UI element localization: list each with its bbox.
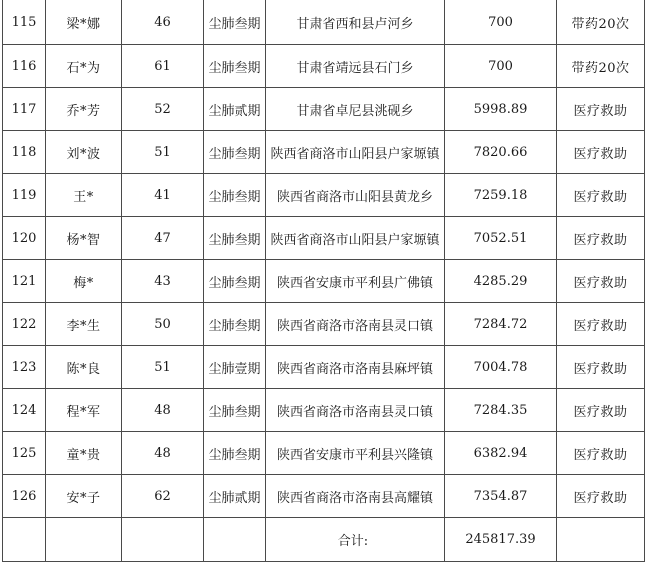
cell-note: 医疗救助 (557, 432, 645, 475)
cell-serial-number: 121 (3, 260, 46, 303)
total-empty-cell (122, 518, 204, 562)
cell-serial-number: 123 (3, 346, 46, 389)
table-row (3, 475, 645, 518)
cell-address: 甘肃省靖远县石门乡 (266, 45, 445, 88)
cell-address: 陕西省商洛市洛南县高耀镇 (266, 475, 445, 518)
cell-disease-stage: 尘肺叁期 (204, 174, 266, 217)
table-row (3, 0, 645, 45)
cell-serial-number: 118 (3, 131, 46, 174)
cell-name: 梁*娜 (46, 0, 122, 45)
cell-age: 47 (122, 217, 204, 260)
cell-name: 李*生 (46, 303, 122, 346)
total-amount: 245817.39 (465, 532, 536, 547)
cell-note: 医疗救助 (557, 475, 645, 518)
cell-address: 陕西省商洛市山阳县黄龙乡 (266, 174, 445, 217)
cell-note: 医疗救助 (557, 346, 645, 389)
cell-address: 甘肃省卓尼县洮砚乡 (266, 88, 445, 131)
cell-serial-number: 117 (3, 88, 46, 131)
cell-disease-stage: 尘肺叁期 (204, 303, 266, 346)
cell-note: 医疗救助 (557, 389, 645, 432)
cell-address: 陕西省商洛市洛南县灵口镇 (266, 303, 445, 346)
cell-amount: 700 (445, 0, 557, 45)
cell-age: 50 (122, 303, 204, 346)
cell-age: 43 (122, 260, 204, 303)
cell-amount: 7052.51 (445, 217, 557, 260)
cell-serial-number: 126 (3, 475, 46, 518)
cell-note: 医疗救助 (557, 217, 645, 260)
cell-age: 51 (122, 131, 204, 174)
table-row (3, 45, 645, 88)
total-empty-cell (557, 518, 645, 562)
total-empty-cell (3, 518, 46, 562)
cell-age: 52 (122, 88, 204, 131)
cell-serial-number: 116 (3, 45, 46, 88)
cell-disease-stage: 尘肺叁期 (204, 131, 266, 174)
cell-amount: 6382.94 (445, 432, 557, 475)
cell-note: 带药20次 (557, 0, 645, 45)
table-row (3, 174, 645, 217)
cell-serial-number: 124 (3, 389, 46, 432)
cell-age: 41 (122, 174, 204, 217)
cell-disease-stage: 尘肺叁期 (204, 260, 266, 303)
cell-address: 陕西省安康市平利县兴隆镇 (266, 432, 445, 475)
total-empty-cell (46, 518, 122, 562)
cell-age: 46 (122, 0, 204, 45)
cell-disease-stage: 尘肺叁期 (204, 217, 266, 260)
cell-age: 61 (122, 45, 204, 88)
table-row (3, 389, 645, 432)
cell-serial-number: 125 (3, 432, 46, 475)
cell-address: 陕西省商洛市洛南县麻坪镇 (266, 346, 445, 389)
cell-serial-number: 119 (3, 174, 46, 217)
cell-note: 带药20次 (557, 45, 645, 88)
cell-address: 陕西省安康市平利县广佛镇 (266, 260, 445, 303)
cell-disease-stage: 尘肺叁期 (204, 432, 266, 475)
cell-address: 陕西省商洛市洛南县灵口镇 (266, 389, 445, 432)
cell-address: 甘肃省西和县卢河乡 (266, 0, 445, 45)
cell-amount: 4285.29 (445, 260, 557, 303)
cell-disease-stage: 尘肺贰期 (204, 475, 266, 518)
table-row (3, 131, 645, 174)
table-body (3, 0, 645, 518)
cell-name: 程*军 (46, 389, 122, 432)
cell-serial-number: 120 (3, 217, 46, 260)
table-row (3, 88, 645, 131)
cell-disease-stage: 尘肺叁期 (204, 389, 266, 432)
table-row (3, 303, 645, 346)
cell-note: 医疗救助 (557, 131, 645, 174)
cell-amount: 7354.87 (445, 475, 557, 518)
cell-age: 62 (122, 475, 204, 518)
cell-amount: 700 (445, 45, 557, 88)
cell-note: 医疗救助 (557, 260, 645, 303)
total-label: 合计: (337, 534, 369, 549)
assistance-record-table (2, 0, 645, 562)
cell-name: 王* (46, 174, 122, 217)
table-row (3, 346, 645, 389)
cell-name: 童*贵 (46, 432, 122, 475)
cell-disease-stage: 尘肺壹期 (204, 346, 266, 389)
cell-serial-number: 122 (3, 303, 46, 346)
cell-amount: 7284.35 (445, 389, 557, 432)
cell-note: 医疗救助 (557, 88, 645, 131)
cell-disease-stage: 尘肺叁期 (204, 45, 266, 88)
cell-disease-stage: 尘肺叁期 (204, 0, 266, 45)
total-row (3, 518, 645, 562)
table-row (3, 260, 645, 303)
total-empty-cell (204, 518, 266, 562)
cell-amount: 7820.66 (445, 131, 557, 174)
table-row (3, 217, 645, 260)
cell-name: 陈*良 (46, 346, 122, 389)
cell-note: 医疗救助 (557, 303, 645, 346)
cell-age: 48 (122, 432, 204, 475)
cell-serial-number: 115 (3, 0, 46, 45)
cell-amount: 7284.72 (445, 303, 557, 346)
cell-name: 杨*智 (46, 217, 122, 260)
cell-amount: 5998.89 (445, 88, 557, 131)
table-row (3, 432, 645, 475)
total-label-cell (266, 518, 445, 562)
cell-name: 梅* (46, 260, 122, 303)
cell-name: 石*为 (46, 45, 122, 88)
cell-age: 51 (122, 346, 204, 389)
cell-age: 48 (122, 389, 204, 432)
cell-name: 安*子 (46, 475, 122, 518)
cell-address: 陕西省商洛市山阳县户家塬镇 (266, 131, 445, 174)
cell-amount: 7259.18 (445, 174, 557, 217)
cell-disease-stage: 尘肺贰期 (204, 88, 266, 131)
cell-address: 陕西省商洛市山阳县户家塬镇 (266, 217, 445, 260)
cell-name: 乔*芳 (46, 88, 122, 131)
total-amount-cell (445, 518, 557, 562)
cell-note: 医疗救助 (557, 174, 645, 217)
cell-name: 刘*波 (46, 131, 122, 174)
cell-amount: 7004.78 (445, 346, 557, 389)
